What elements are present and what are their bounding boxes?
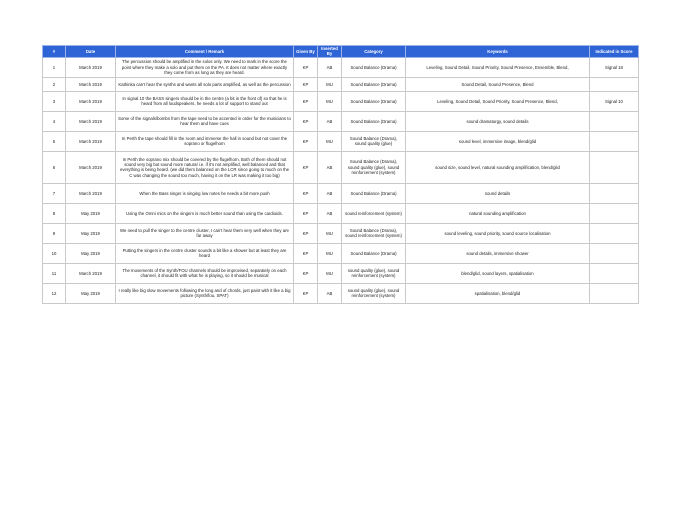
cell-date: May 2019 (66, 243, 116, 263)
table-row (43, 263, 639, 283)
cell-date: May 2019 (66, 203, 116, 223)
cell-comment: We need to pull the singer to the centre cluster, I can't hear them very well when they are far away (116, 223, 294, 243)
cell-keywords: blend/glid, sound layers, spatialisation (406, 263, 590, 283)
cell-keywords: sound details, immersive shower (406, 243, 590, 263)
cell-inserted-by: AB (318, 151, 342, 183)
cell-keywords: Leveling, Sound Detail, Sound Priority, Sound Presence, Ensemble, Blend, (406, 57, 590, 77)
cell-number: 8 (43, 203, 66, 223)
table-row (43, 183, 639, 203)
cell-number: 5 (43, 131, 66, 151)
table-row (43, 223, 639, 243)
cell-given-by: KP (294, 243, 318, 263)
cell-inserted-by: MU (318, 243, 342, 263)
cell-number: 3 (43, 91, 66, 111)
cell-comment: Some of the signals/bombs from the tape need to be accented in order for the musicians to hear them and have cues (116, 111, 294, 131)
cell-keywords: sound level, immersive image, blend/glid (406, 131, 590, 151)
cell-category: sound reinforcement (system) (342, 203, 406, 223)
cell-score (590, 111, 639, 131)
table-row (43, 111, 639, 131)
table-header (43, 46, 639, 58)
cell-number: 11 (43, 263, 66, 283)
cell-number: 4 (43, 111, 66, 131)
cell-score (590, 263, 639, 283)
cell-inserted-by: MU (318, 91, 342, 111)
cell-date: May 2019 (66, 223, 116, 243)
col-header-comment: Comment / Remark (116, 46, 294, 58)
cell-number: 6 (43, 151, 66, 183)
table-row (43, 151, 639, 183)
table-row (43, 203, 639, 223)
cell-category: Sound Balance (Drama) (342, 91, 406, 111)
cell-comment: The percussion should be amplified in the solos only. We need to mark in the score the point where they make a solo and put them on the PA. It does not matter where exactly they come from as long as they are heard. (116, 57, 294, 77)
table-row (43, 283, 639, 303)
cell-inserted-by: MU (318, 223, 342, 243)
cell-number: 12 (43, 283, 66, 303)
cell-given-by: KP (294, 57, 318, 77)
cell-number: 9 (43, 223, 66, 243)
cell-number: 7 (43, 183, 66, 203)
cell-score (590, 183, 639, 203)
cell-score: Signal 10 (590, 91, 639, 111)
cell-date: March 2019 (66, 131, 116, 151)
cell-score (590, 151, 639, 183)
cell-given-by: KP (294, 77, 318, 91)
col-header-number: # (43, 46, 66, 58)
cell-date: May 2019 (66, 283, 116, 303)
cell-category: sound quality (glue), sound reinforcement (system) (342, 263, 406, 283)
table-row (43, 91, 639, 111)
col-header-inserted-by: Inserted By (318, 46, 342, 58)
cell-score (590, 223, 639, 243)
cell-date: March 2019 (66, 263, 116, 283)
cell-given-by: KP (294, 283, 318, 303)
table-row (43, 131, 639, 151)
cell-category: Sound Balance (Drama) (342, 243, 406, 263)
cell-category: sound quality (glue), sound reinforcement (system) (342, 283, 406, 303)
cell-keywords: sound details (406, 183, 590, 203)
cell-given-by: KP (294, 91, 318, 111)
cell-keywords: sound leveling, sound priority, sound source localisation (406, 223, 590, 243)
cell-given-by: KP (294, 203, 318, 223)
cell-score (590, 243, 639, 263)
cell-inserted-by: AB (318, 111, 342, 131)
cell-date: March 2019 (66, 91, 116, 111)
cell-inserted-by: AB (318, 183, 342, 203)
cell-category: Sound Balance (Drama), sound quality (glue) (342, 131, 406, 151)
cell-date: March 2019 (66, 151, 116, 183)
cell-keywords: natural sounding amplification (406, 203, 590, 223)
cell-inserted-by: AB (318, 203, 342, 223)
cell-keywords: Leveling, Sound Detail, Sound Priority, Sound Presence, Blend, (406, 91, 590, 111)
cell-category: Sound Balance (Drama) (342, 111, 406, 131)
cell-comment: Using the Omni mics on the singers is much better sound than using the cardioids. (116, 203, 294, 223)
cell-date: March 2019 (66, 111, 116, 131)
cell-inserted-by: MU (318, 263, 342, 283)
cell-comment: In Perth the soprano mix should be covered by the flugelhorn. Both of them should not sound very big but sound more natural i.e. if it's not amplified, well balanced and that everything is being heard. (we did them balanced on the LCR since going to much on the C was changing the sound too much, having it on the LR was making it too big) (116, 151, 294, 183)
cell-score: Signal 18 (590, 57, 639, 77)
cell-category: Sound Balance (Drama) (342, 57, 406, 77)
cell-category: Sound Balance (Drama) (342, 77, 406, 91)
cell-category: Sound Balance (Drama), sound reinforcement (system) (342, 223, 406, 243)
cell-comment: In Perth the tape should fill in the room and immerse the hall in sound but not cover the soprano or flugelhorn (116, 131, 294, 151)
table-row (43, 77, 639, 91)
cell-given-by: KP (294, 263, 318, 283)
cell-score (590, 77, 639, 91)
cell-inserted-by: AB (318, 283, 342, 303)
cell-given-by: KP (294, 183, 318, 203)
table-body (43, 57, 639, 303)
cell-date: March 2019 (66, 183, 116, 203)
cell-comment: Putting the singers in the centre cluster sounds a bit like a shower but at least they are heard (116, 243, 294, 263)
cell-given-by: KP (294, 151, 318, 183)
cell-comment: In signal 10 the BASS singers should be in the centre (a bit in the front of) so that he is heard from all loudspeakers, he needs a lot of support to stand out (116, 91, 294, 111)
cell-score (590, 203, 639, 223)
cell-score (590, 131, 639, 151)
cell-given-by: KP (294, 111, 318, 131)
table-row (43, 57, 639, 77)
cell-number: 1 (43, 57, 66, 77)
cell-category: Sound Balance (Drama) (342, 183, 406, 203)
cell-date: March 2019 (66, 57, 116, 77)
cell-inserted-by: MU (318, 77, 342, 91)
cell-keywords: spatialisation, blend/glid (406, 283, 590, 303)
col-header-keywords: Keywords (406, 46, 590, 58)
cell-comment: Kathinka can't hear the synths and wants all solo parts amplified, as well as the percussion (116, 77, 294, 91)
cell-inserted-by: AB (318, 57, 342, 77)
cell-date: March 2019 (66, 77, 116, 91)
cell-given-by: KP (294, 131, 318, 151)
cell-score (590, 283, 639, 303)
cell-number: 2 (43, 77, 66, 91)
cell-number: 10 (43, 243, 66, 263)
cell-given-by: KP (294, 223, 318, 243)
col-header-score: Indicated in Score (590, 46, 639, 58)
feedback-table (42, 45, 639, 304)
cell-comment: When the Bass singer is singing low notes he needs a bit more push (116, 183, 294, 203)
cell-keywords: Sound Detail, Sound Presence, Blend (406, 77, 590, 91)
col-header-given-by: Given By (294, 46, 318, 58)
table-row (43, 243, 639, 263)
cell-inserted-by: MU (318, 131, 342, 151)
cell-keywords: sound dramaturgy, sound details (406, 111, 590, 131)
cell-comment: I really like big slow movements following the long and of chords, just paint with it like a big picture (Synth/fou, SPAT) (116, 283, 294, 303)
cell-keywords: sound size, sound level, natural sounding amplification, blend/glid (406, 151, 590, 183)
cell-comment: The movements of the Synth/FOU channels should be improvised, separately on each channel, it should fit with what he is playing, so it should be musical (116, 263, 294, 283)
cell-category: Sound Balance (Drama), sound quality (glue), sound reinforcement (system) (342, 151, 406, 183)
col-header-category: Category (342, 46, 406, 58)
col-header-date: Date (66, 46, 116, 58)
